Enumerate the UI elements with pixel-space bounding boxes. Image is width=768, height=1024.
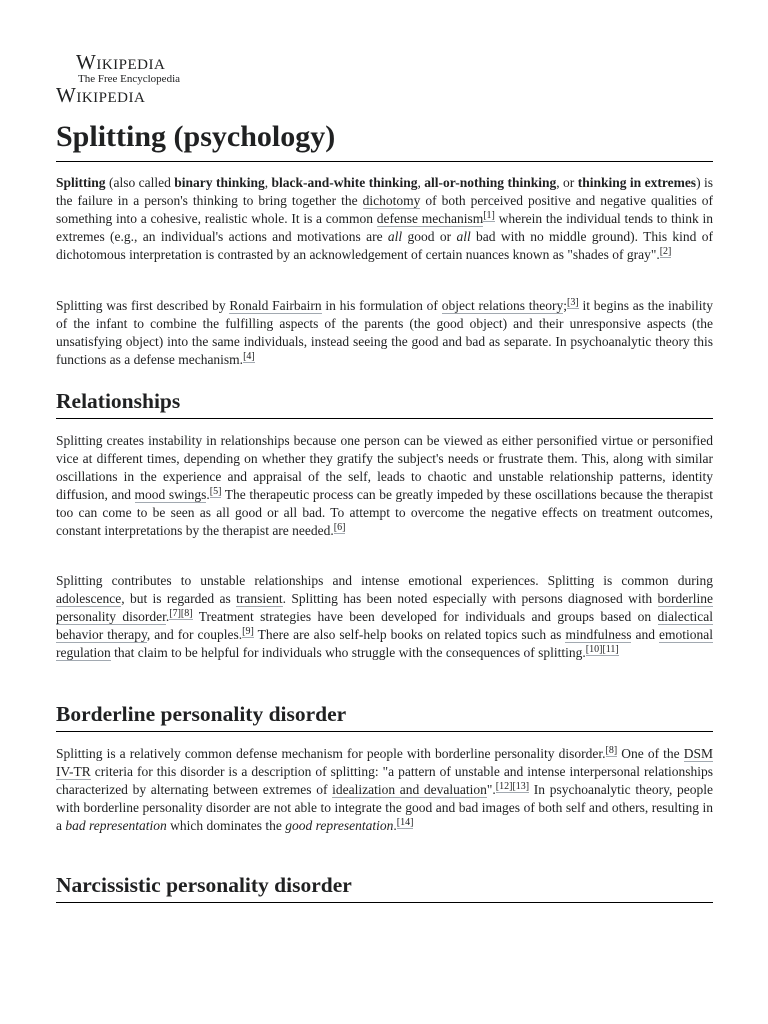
link-idealization-and-devaluation[interactable]: idealization and devaluation (332, 782, 487, 797)
wikipedia-wordmark: Wikipedia (76, 50, 166, 74)
link-transient[interactable]: transient (236, 591, 283, 606)
citation-5[interactable]: [5] (209, 485, 222, 497)
link-object-relations-theory[interactable]: object relations theory (441, 298, 564, 313)
link-adolescence[interactable]: adolescence (56, 591, 122, 606)
citation-12[interactable]: [12] (495, 780, 513, 792)
citation-10[interactable]: [10] (585, 643, 603, 655)
relationships-paragraph-1: Splitting creates instability in relationships because one person can be viewed as either personified virtue or personified vice at different times, depending on whether they gratify the subject's needs or frustrate them. This, along with similar oscillations in the experience and appraisal of the self, leads to chaotic and unstable relationship patterns, identity diffusion, and mood swings.[5] The therapeutic process can be greatly impeded by these oscillations because the therapist too can come to be seen as all good or all bad. To attempt to overcome the negative effects on treatment outcomes, constant interpretations by the therapist are needed.[6] (56, 433, 713, 538)
link-mood-swings[interactable]: mood swings (134, 487, 207, 502)
term-bold: black-and-white thinking (271, 175, 418, 190)
wikipedia-wordmark-secondary: Wikipedia (56, 83, 146, 107)
link-defense-mechanism[interactable]: defense mechanism (376, 211, 484, 226)
link-mindfulness[interactable]: mindfulness (565, 627, 632, 642)
citation-9[interactable]: [9] (242, 625, 254, 637)
citation-6[interactable]: [6] (333, 521, 346, 533)
citation-3[interactable]: [3] (567, 296, 579, 308)
section-heading-borderline: Borderline personality disorder (56, 699, 713, 732)
citation-2[interactable]: [2] (659, 245, 672, 257)
citation-4[interactable]: [4] (243, 350, 255, 362)
citation-8[interactable]: [8] (180, 607, 193, 619)
citation-7[interactable]: [7] (169, 607, 181, 619)
citation-14[interactable]: [14] (396, 816, 414, 828)
term-bold: Splitting (56, 175, 106, 190)
page-title: Splitting (psychology) (56, 118, 713, 162)
link-borderline-personality-disorder[interactable]: borderline personality disorder (56, 591, 713, 624)
citation-13[interactable]: [13] (512, 780, 530, 792)
section-heading-narcissistic: Narcissistic personality disorder (56, 870, 713, 903)
link-dichotomy[interactable]: dichotomy (362, 193, 421, 208)
citation-8[interactable]: [8] (605, 744, 618, 756)
term-bold: thinking in extremes (577, 175, 697, 190)
relationships-paragraph-2: Splitting contributes to unstable relationships and intense emotional experiences. Splitting is common during adolescence, but is regarded as transient. Splitting has been noted especially with persons diagnosed with borderline personality disorder.[7][8] Treatment strategies have been developed for individuals and groups based on dialectical behavior therapy, and for couples.[9] There are also self-help books on related topics such as mindfulness and emotional regulation that claim to be helpful for individuals who struggle with the consequences of splitting.[10][11] (56, 573, 714, 660)
link-dsm-iv-tr[interactable]: DSM IV-TR (56, 746, 713, 779)
link-ronald-fairbairn[interactable]: Ronald Fairbairn (229, 298, 322, 313)
borderline-paragraph-1: Splitting is a relatively common defense mechanism for people with borderline personality disorder.[8] One of the DSM IV-TR criteria for this disorder is a description of splitting: "a pattern of unstable and intense interpersonal relationships characterized by alternating between extremes of idealization and devaluation".[12][13] In psychoanalytic theory, people with borderline personality disorder are not able to integrate the good and bad images of both self and others, resulting in a bad representation which dominates the good representation.[14] (56, 744, 713, 833)
intro-paragraph-2: Splitting was first described by Ronald Fairbairn in his formulation of object relations theory;[3] it begins as the inability of the infant to combine the fulfilling aspects of the parents (the good object) and their unresponsive aspects (the unsatisfying object) into the same individuals, instead seeing the good and bad as separate. In psychoanalytic theory this functions as a defense mechanism.[4] (56, 296, 714, 367)
intro-paragraph-1: Splitting (also called binary thinking, black-and-white thinking, all-or-nothing thinking, or thinking in extremes) is the failure in a person's thinking to bring together the dichotomy of both perceived positive and negative qualities of something into a cohesive, realistic whole. It is a common defense mechanism[1] wherein the individual tends to think in extremes (e.g., an individual's actions and motivations are all good or all bad with no middle ground). This kind of dichotomous interpretation is contrasted by an acknowledgement of certain nuances known as "shades of gray".[2] (56, 175, 713, 262)
wikipedia-tagline: The Free Encyclopedia (78, 73, 181, 85)
link-dialectical-behavior-therapy[interactable]: dialectical behavior therapy (56, 609, 713, 642)
citation-11[interactable]: [11] (602, 643, 619, 655)
link-emotional-regulation[interactable]: emotional regulation (56, 627, 714, 660)
citation-1[interactable]: [1] (483, 209, 495, 221)
term-bold: all-or-nothing thinking (424, 175, 557, 190)
section-heading-relationships: Relationships (56, 386, 713, 419)
term-bold: binary thinking (174, 175, 265, 190)
